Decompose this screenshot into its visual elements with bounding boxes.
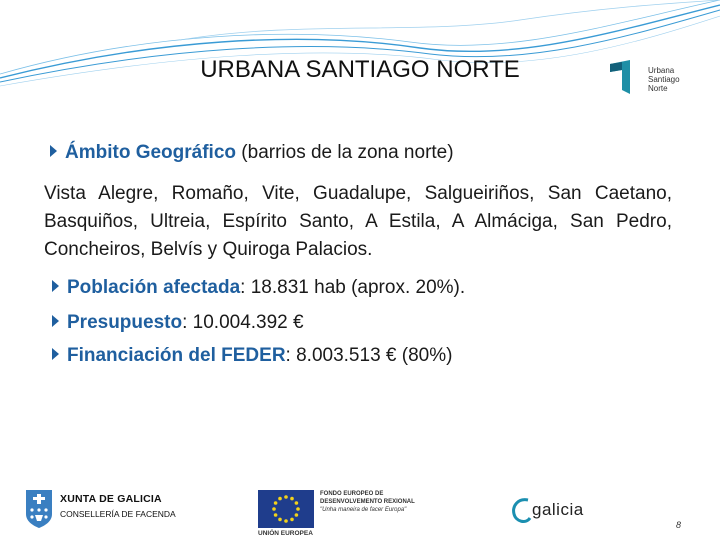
- bullet-poblacion-label: Población afectada: [67, 277, 241, 298]
- galicia-swirl-icon: [510, 496, 534, 526]
- eu-line-3: "Unha maneira de facer Europa": [320, 507, 407, 513]
- eu-line-2: DESENVOLVEMENTO REXIONAL: [320, 499, 415, 505]
- xunta-line-2: CONSELLERÍA DE FACENDA: [60, 509, 176, 519]
- eu-caption: UNIÓN EUROPEA: [258, 530, 313, 537]
- bullet-ambito-label: Ámbito Geográfico: [65, 142, 237, 163]
- eu-feder-logo: [258, 490, 448, 540]
- urbana-santiago-norte-logo: [608, 60, 698, 96]
- page-number: 8: [676, 520, 682, 530]
- bullet-poblacion: [52, 277, 465, 299]
- page-title: URBANA SANTIAGO NORTE: [200, 56, 520, 83]
- bullet-arrow-icon: [52, 348, 59, 360]
- bullet-financiacion: [52, 345, 452, 367]
- xunta-line-1: XUNTA DE GALICIA: [60, 493, 162, 505]
- bullet-presupuesto: [52, 312, 304, 334]
- bullet-financiacion-text: : 8.003.513 € (80%): [285, 345, 453, 366]
- xunta-de-galicia-logo: [24, 488, 194, 530]
- logo-mark-icon: [608, 60, 642, 94]
- bullet-ambito-text: (barrios de la zona norte): [236, 142, 454, 163]
- galicia-brand-logo: [506, 494, 596, 528]
- bullet-arrow-icon: [52, 280, 59, 292]
- bullet-arrow-icon: [52, 315, 59, 327]
- bullet-arrow-icon: [50, 145, 57, 157]
- bullet-poblacion-text: : 18.831 hab (aprox. 20%).: [240, 277, 466, 298]
- logo-line-2: Santiago: [648, 75, 680, 84]
- galicia-brand-text: galicia: [532, 500, 584, 519]
- barrios-paragraph: Vista Alegre, Romaño, Vite, Guadalupe, Salgueiriños, San Caetano, Basquiños, Ultreia, Espírito Santo, A Estila, A Almáciga, San Pedro, Concheiros, Belvís y Quiroga Palacios.: [44, 183, 672, 260]
- logo-line-3: Norte: [648, 84, 668, 93]
- bullet-presupuesto-text: : 10.004.392 €: [182, 312, 304, 333]
- bullet-financiacion-label: Financiación del FEDER: [67, 345, 286, 366]
- eu-flag-icon: [258, 490, 314, 528]
- logo-line-1: Urbana: [648, 66, 675, 75]
- eu-line-1: FONDO EUROPEO DE: [320, 491, 384, 497]
- galicia-coat-of-arms-icon: [24, 488, 54, 528]
- bullet-ambito: [50, 142, 454, 164]
- bullet-presupuesto-label: Presupuesto: [67, 312, 183, 333]
